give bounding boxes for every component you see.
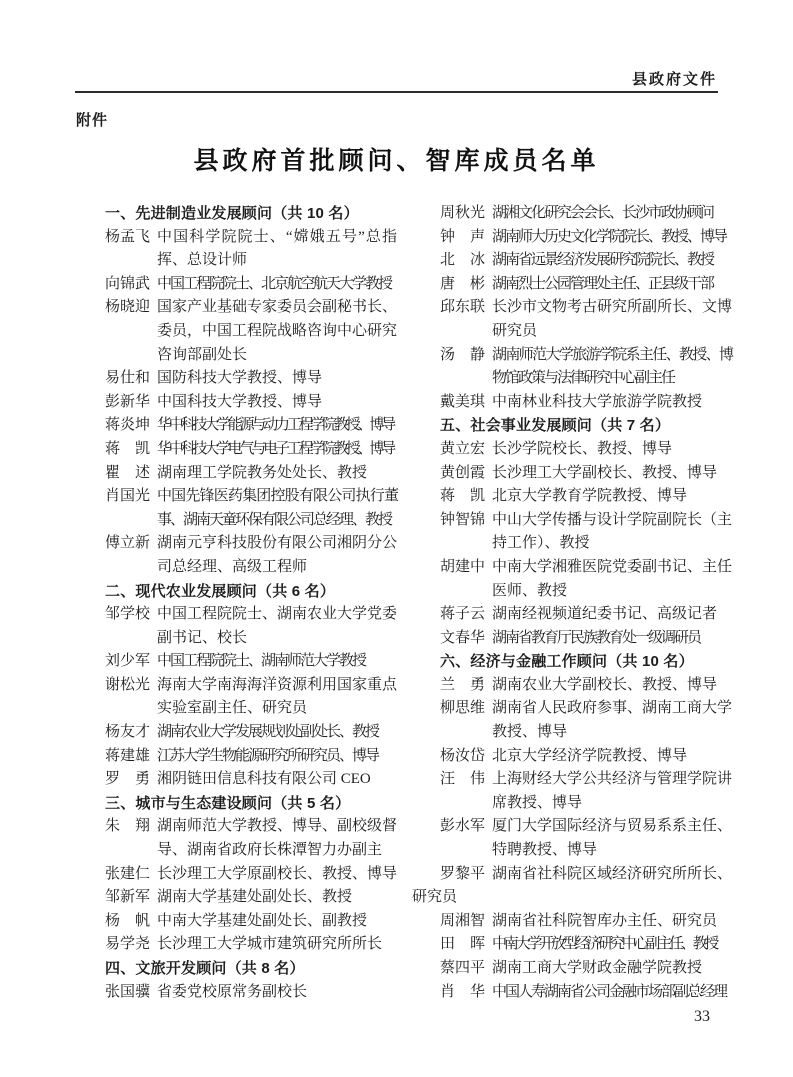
member-entry	[105, 650, 397, 674]
member-entry	[105, 438, 397, 462]
member-entry	[440, 296, 732, 343]
member-entry	[440, 981, 732, 1005]
member-entry	[440, 815, 732, 862]
member-entry	[440, 933, 732, 957]
member-entry	[440, 556, 732, 603]
member-name: 张建仁	[105, 865, 151, 882]
member-name: 傅立新	[105, 535, 151, 552]
member-title: 长沙理工大学原副校长、教授、博导	[157, 865, 398, 882]
member-entry	[105, 933, 397, 957]
section-heading: 二、现代农业发展顾问（共 6 名）	[105, 582, 336, 600]
member-title: 湖南元亨科技股份有限公司湘阴分公司总经理、高级工程师	[157, 535, 398, 575]
member-name: 杨友才	[105, 724, 151, 741]
member-entry	[440, 462, 732, 486]
member-entry	[440, 957, 732, 981]
member-name: 文春华	[440, 629, 486, 646]
member-name: 周秋光	[440, 205, 486, 221]
member-title: 长沙市文物考古研究所副所长、文博研究员	[492, 299, 733, 339]
member-name: 彭水军	[440, 818, 486, 835]
section-heading: 一、先进制造业发展顾问（共 10 名）	[105, 205, 359, 222]
member-title: 省委党校原常务副校长	[157, 983, 308, 1000]
member-name: 田 晖	[440, 936, 486, 953]
member-title: 湖南省教育厅民族教育处一级调研员	[492, 629, 701, 646]
member-title: 湖南省远景经济发展研究院院长、教授	[492, 252, 714, 269]
member-title: 湖湘文化研究会会长、长沙市政协顾问	[492, 205, 714, 221]
member-title: 中国先锋医药集团控股有限公司执行董事、湖南天童环保有限公司总经理、教授	[157, 488, 397, 528]
member-name: 杨 帆	[105, 912, 151, 929]
member-entry	[440, 768, 732, 815]
member-entry	[105, 532, 397, 579]
member-title: 国家产业基础专家委员会副秘书长、委员，中国工程院战略咨询中心研究咨询部副处长	[157, 299, 398, 363]
member-entry	[440, 226, 732, 250]
member-name: 杨孟飞	[105, 228, 151, 245]
member-entry	[440, 391, 732, 415]
member-entry	[440, 509, 732, 556]
member-title: 华中科技大学能源与动力工程学院教授、博导	[157, 417, 394, 434]
member-name: 刘少军	[105, 653, 151, 670]
content-columns	[105, 202, 732, 1004]
member-name: 汪 伟	[440, 771, 486, 788]
member-title: 中国工程院院士、湖南农业大学党委副书记、校长	[157, 606, 398, 646]
member-title: 中山大学传播与设计学院副院长（主持工作）、教授	[492, 511, 733, 552]
document-header-label: 县政府文件	[631, 71, 717, 88]
member-entry	[105, 462, 397, 486]
member-name: 杨汝岱	[440, 747, 486, 764]
member-title: 湖南师范大学旅游学院系主任、教授、博物馆政策与法律研究中心副主任	[492, 346, 732, 387]
member-entry	[105, 768, 397, 792]
member-title: 上海财经大学公共经济与管理学院讲席教授、博导	[492, 771, 733, 811]
member-title: 湖南工商大学财政金融学院教授	[492, 960, 703, 976]
member-entry	[105, 981, 397, 1005]
member-title: 中南大学基建处副处长、副教授	[157, 912, 368, 929]
member-entry	[440, 485, 732, 509]
member-name: 柳思维	[440, 700, 486, 717]
member-name: 蔡四平	[440, 960, 486, 976]
member-entry	[105, 745, 397, 769]
member-name: 杨晓迎	[105, 299, 151, 316]
member-entry	[105, 886, 397, 910]
member-title: 中南大学开放型经济研究中心副主任、教授	[492, 936, 717, 953]
member-title: 中国工程院院士、湖南师范大学教授	[157, 653, 366, 670]
member-entry	[105, 391, 397, 415]
member-title: 湖南经视频道纪委书记、高级记者	[492, 606, 718, 623]
member-name: 北 冰	[440, 252, 486, 269]
member-title: 湖南农业大学副校长、教授、博导	[492, 676, 718, 693]
member-entry	[440, 603, 732, 627]
section-heading: 五、社会事业发展顾问（共 7 名）	[440, 417, 671, 435]
member-name: 蒋炎坤	[105, 417, 151, 434]
member-entry	[105, 226, 397, 273]
member-title: 湖南师范大学教授、博导、副校级督导、湖南省政府长株潭智力办副主	[157, 818, 398, 859]
member-entry	[440, 249, 732, 273]
member-title: 中国科技大学教授、博导	[157, 393, 323, 410]
member-name: 兰 勇	[440, 676, 486, 693]
member-name: 瞿 述	[105, 464, 151, 481]
member-name: 钟 声	[440, 228, 486, 245]
page-title: 县政府首批顾问、智库成员名单	[193, 148, 600, 175]
member-name: 蒋 凯	[440, 488, 486, 505]
member-title: 中国工程院院士、北京航空航天大学教授	[157, 275, 392, 292]
column-right	[412, 202, 733, 1004]
member-name: 胡建中	[440, 558, 486, 575]
member-entry	[440, 344, 732, 391]
member-name: 朱 翔	[105, 818, 151, 835]
member-entry	[105, 414, 397, 438]
member-title: 华中科技大学电气与电子工程学院教授、博导	[157, 440, 394, 457]
member-name: 肖 华	[440, 983, 486, 1000]
member-entry	[105, 674, 397, 721]
member-entry	[440, 438, 732, 462]
member-title: 湖南省人民政府参事、湖南工商大学教授、博导	[492, 700, 733, 741]
member-entry	[105, 863, 397, 887]
member-title: 中国科学院院士、“嫦娥五号”总指挥、总设计师	[157, 228, 397, 269]
member-entry	[105, 273, 397, 297]
member-title: 湖南理工学院教务处处长、教授	[157, 464, 368, 481]
member-title: 中南大学湘雅医院党委副书记、主任医师、教授	[492, 558, 733, 599]
header-rule	[75, 91, 718, 93]
member-title: 中国人寿湖南省公司金融市场部副总经理	[492, 983, 727, 1000]
member-title: 湖南农业大学发展规划处副处长、教授	[157, 724, 379, 741]
member-name: 谢松光	[105, 676, 151, 693]
member-title: 湖南烈士公园管理处主任、正县级干部	[492, 275, 714, 292]
member-title: 湖南省社科院区域经济研究所所长、	[492, 865, 733, 882]
member-name: 张国骥	[105, 983, 151, 1000]
member-title: 海南大学南海海洋资源利用国家重点实验室副主任、研究员	[157, 676, 398, 717]
member-name: 周湘智	[440, 912, 486, 929]
member-name: 邱东联	[440, 299, 486, 316]
member-name: 易学尧	[105, 936, 151, 953]
member-entry	[105, 910, 397, 934]
member-entry	[105, 367, 397, 391]
member-entry	[440, 202, 732, 226]
member-name: 向锦武	[105, 275, 151, 292]
member-title: 北京大学教育学院教授、博导	[492, 488, 688, 505]
section-heading: 六、经济与金融工作顾问（共 10 名）	[440, 653, 694, 671]
member-title: 长沙理工大学副校长、教授、博导	[492, 464, 718, 481]
member-entry	[105, 815, 397, 862]
member-name: 钟智锦	[440, 511, 486, 528]
member-name: 黄立宏	[440, 440, 486, 457]
member-title: 湖南省社科院智库办主任、研究员	[492, 912, 718, 929]
member-entry	[440, 674, 732, 698]
member-title: 湘阴链田信息科技有限公司 CEO	[157, 771, 371, 788]
member-name: 罗黎平	[440, 865, 486, 882]
member-title: 国防科技大学教授、博导	[157, 370, 323, 387]
member-title: 江苏大学生物能源研究所研究员、博导	[157, 747, 379, 764]
member-name: 汤 静	[440, 346, 486, 363]
member-entry	[105, 721, 397, 745]
member-name: 易仕和	[105, 370, 151, 387]
member-name: 戴美琪	[440, 393, 486, 410]
member-name: 蒋 凯	[105, 440, 151, 457]
column-left	[105, 202, 397, 1004]
page-number: 33	[694, 1008, 710, 1025]
member-entry	[440, 910, 732, 934]
member-name: 蒋建雄	[105, 747, 151, 764]
attachment-label: 附件	[76, 112, 109, 129]
member-entry	[105, 296, 397, 367]
section-heading: 四、文旅开发顾问（共 8 名）	[105, 960, 305, 977]
member-entry	[440, 745, 732, 769]
member-title: 长沙理工大学城市建筑研究所所长	[157, 936, 383, 953]
member-entry	[440, 863, 732, 887]
entry-continuation: 研究员	[412, 889, 458, 906]
member-title: 中南林业科技大学旅游学院教授	[492, 393, 703, 410]
member-entry	[105, 485, 397, 532]
member-name: 彭新华	[105, 393, 151, 410]
member-title: 长沙学院校长、教授、博导	[492, 440, 673, 457]
member-name: 蒋子云	[440, 606, 486, 623]
member-entry	[105, 603, 397, 650]
member-entry	[440, 273, 732, 297]
member-name: 黄创霞	[440, 464, 486, 481]
member-name: 肖国光	[105, 488, 151, 505]
member-name: 唐 彬	[440, 275, 486, 292]
member-name: 邹新军	[105, 889, 151, 906]
member-entry	[440, 697, 732, 744]
member-title: 湖南大学基建处副处长、教授	[157, 889, 353, 906]
member-title: 厦门大学国际经济与贸易系系主任、特聘教授、博导	[492, 818, 733, 859]
section-heading: 三、城市与生态建设顾问（共 5 名）	[105, 794, 351, 812]
member-name: 邹学校	[105, 606, 151, 623]
member-name: 罗 勇	[105, 771, 151, 788]
member-entry	[440, 627, 732, 651]
member-title: 湖南师大历史文化学院院长、教授、博导	[492, 228, 727, 245]
member-title: 北京大学经济学院教授、博导	[492, 747, 688, 764]
